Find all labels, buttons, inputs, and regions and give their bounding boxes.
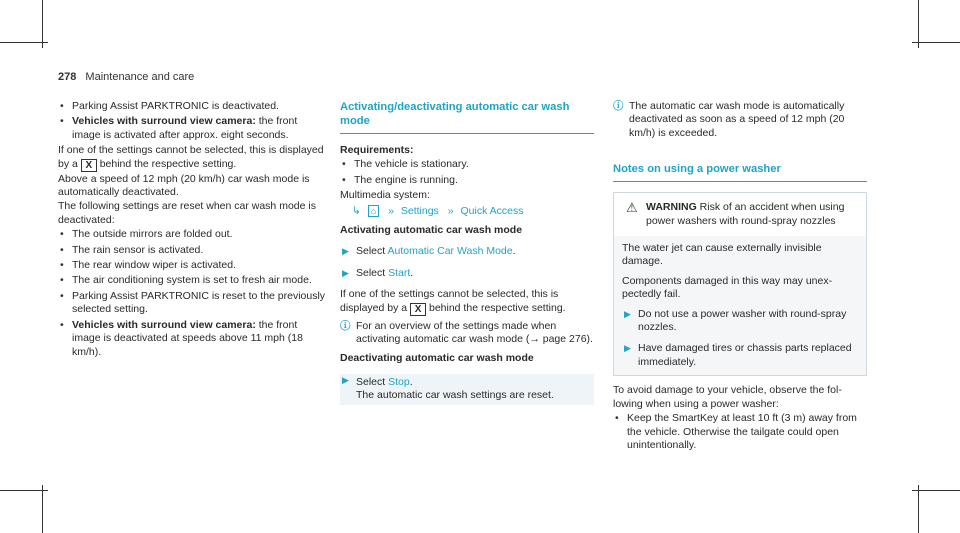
triangle-icon: ▶ bbox=[342, 267, 349, 278]
paragraph: If one of the settings cannot be selected, this is displayed by a X behind the respective setting. bbox=[340, 288, 566, 315]
crop-mark bbox=[42, 0, 43, 48]
list-item: • The rain sensor is activated. bbox=[58, 244, 326, 257]
menu-item-link: Automatic Car Wash Mode bbox=[387, 245, 513, 258]
step-item: ▶ Select Automatic Car Wash Mode. bbox=[342, 245, 516, 258]
step-item: ▶ Select Start. bbox=[342, 266, 414, 279]
column-2 bbox=[340, 100, 594, 413]
list-item: • Vehicles with surround view camera: the front image is activated after approx. eight seconds. bbox=[58, 115, 326, 142]
list-item: • Parking Assist PARKTRONIC is deactivated. bbox=[58, 100, 326, 113]
paragraph: The water jet can cause externally invisible damage. bbox=[622, 242, 822, 268]
paragraph: If one of the settings cannot be selected, this is displayed by a X behind the respective setting. bbox=[58, 144, 324, 171]
bullet-list-1 bbox=[58, 100, 326, 142]
triangle-icon: ▶ bbox=[624, 343, 631, 354]
crop-mark bbox=[918, 485, 919, 533]
step-item: ▶ Do not use a power washer with round-spray nozzles. bbox=[624, 307, 847, 334]
triangle-icon: ▶ bbox=[342, 374, 349, 385]
column-3 bbox=[613, 100, 867, 454]
home-icon: ⌂ bbox=[368, 205, 379, 217]
info-icon: ⓘ bbox=[340, 319, 351, 332]
list-item: • The air conditioning system is set to fresh air mode. bbox=[58, 274, 326, 287]
chevron-right-icon: » bbox=[388, 204, 394, 217]
crop-mark bbox=[42, 485, 43, 533]
list-item: • The vehicle is stationary. bbox=[340, 158, 594, 171]
page-number: 278 bbox=[58, 71, 77, 83]
step-item: ▶ Have damaged tires or chassis parts replaced immediately. bbox=[624, 342, 852, 368]
list-item: • Vehicles with surround view camera: the front image is deactivated at speeds above 11 mph (18 km/h). bbox=[58, 319, 326, 359]
path-settings: Settings bbox=[400, 204, 439, 217]
subheading-activating: Activating automatic car wash mode bbox=[340, 224, 523, 237]
x-symbol-icon: X bbox=[410, 303, 426, 316]
column-1 bbox=[58, 100, 326, 361]
bullet-list bbox=[613, 412, 867, 452]
bullet-list-2 bbox=[58, 228, 326, 359]
path-arrow-icon: ↳ bbox=[352, 204, 361, 217]
section-heading: Notes on using a power washer bbox=[613, 162, 867, 182]
paragraph: The following settings are reset when car wash mode is deactivated: bbox=[58, 200, 316, 226]
note: ⓘ The automatic car wash mode is automatically deactivated as soon as a speed of 12 mph (20 km/h) is exceeded. bbox=[613, 100, 845, 139]
list-item: • Keep the SmartKey at least 10 ft (3 m) away from the vehicle. Otherwise the tailgate could open unintentionally. bbox=[613, 412, 867, 452]
list-item: • The outside mirrors are folded out. bbox=[58, 228, 326, 241]
menu-item-link: Start bbox=[388, 266, 411, 279]
x-symbol-icon: X bbox=[81, 159, 97, 172]
list-item: • The rear window wiper is activated. bbox=[58, 259, 326, 272]
list-item: • Parking Assist PARKTRONIC is reset to the previously selected setting. bbox=[58, 290, 326, 317]
warning-body bbox=[614, 236, 866, 375]
crop-mark bbox=[918, 0, 919, 48]
requirements-label: Requirements: bbox=[340, 144, 414, 156]
triangle-icon: ▶ bbox=[624, 308, 631, 319]
info-icon: ⓘ bbox=[613, 100, 624, 112]
crop-mark bbox=[912, 490, 960, 491]
paragraph: Above a speed of 12 mph (20 km/h) car wash mode is automatically deactivated. bbox=[58, 172, 310, 199]
note: ⓘ For an overview of the settings made when activating automatic car wash mode (→ page 276). bbox=[340, 319, 593, 346]
triangle-icon: ▶ bbox=[342, 246, 349, 257]
menu-path bbox=[352, 205, 594, 218]
requirements-list bbox=[340, 158, 594, 187]
warning-icon: ⚠ bbox=[626, 200, 638, 216]
crop-mark bbox=[0, 490, 48, 491]
crop-mark bbox=[0, 42, 48, 43]
warning-header: ⚠ WARNING Risk of an accident when using power washers with round-spray nozzles bbox=[626, 200, 845, 227]
page-header bbox=[58, 71, 194, 83]
multimedia-label: Multimedia system: bbox=[340, 189, 430, 202]
crop-mark bbox=[912, 42, 960, 43]
list-item: • The engine is running. bbox=[340, 174, 594, 187]
subheading-deactivating: Deactivating automatic car wash mode bbox=[340, 352, 534, 365]
warning-box bbox=[613, 192, 867, 376]
menu-item-link: Stop bbox=[388, 375, 410, 388]
section-heading: Activating/deactivating automatic car wash mode bbox=[340, 100, 594, 134]
path-quick-access: Quick Access bbox=[460, 204, 524, 217]
warning-label: WARNING bbox=[646, 201, 697, 214]
paragraph: To avoid damage to your vehicle, observe the following when using a power washer: bbox=[613, 384, 842, 410]
section-title: Maintenance and care bbox=[85, 71, 195, 83]
paragraph: Components damaged in this way may unexpectedly fail. bbox=[622, 274, 833, 301]
chevron-right-icon: » bbox=[447, 204, 454, 217]
step-item: ▶ Select Stop. The automatic car wash settings are reset. bbox=[340, 374, 594, 405]
